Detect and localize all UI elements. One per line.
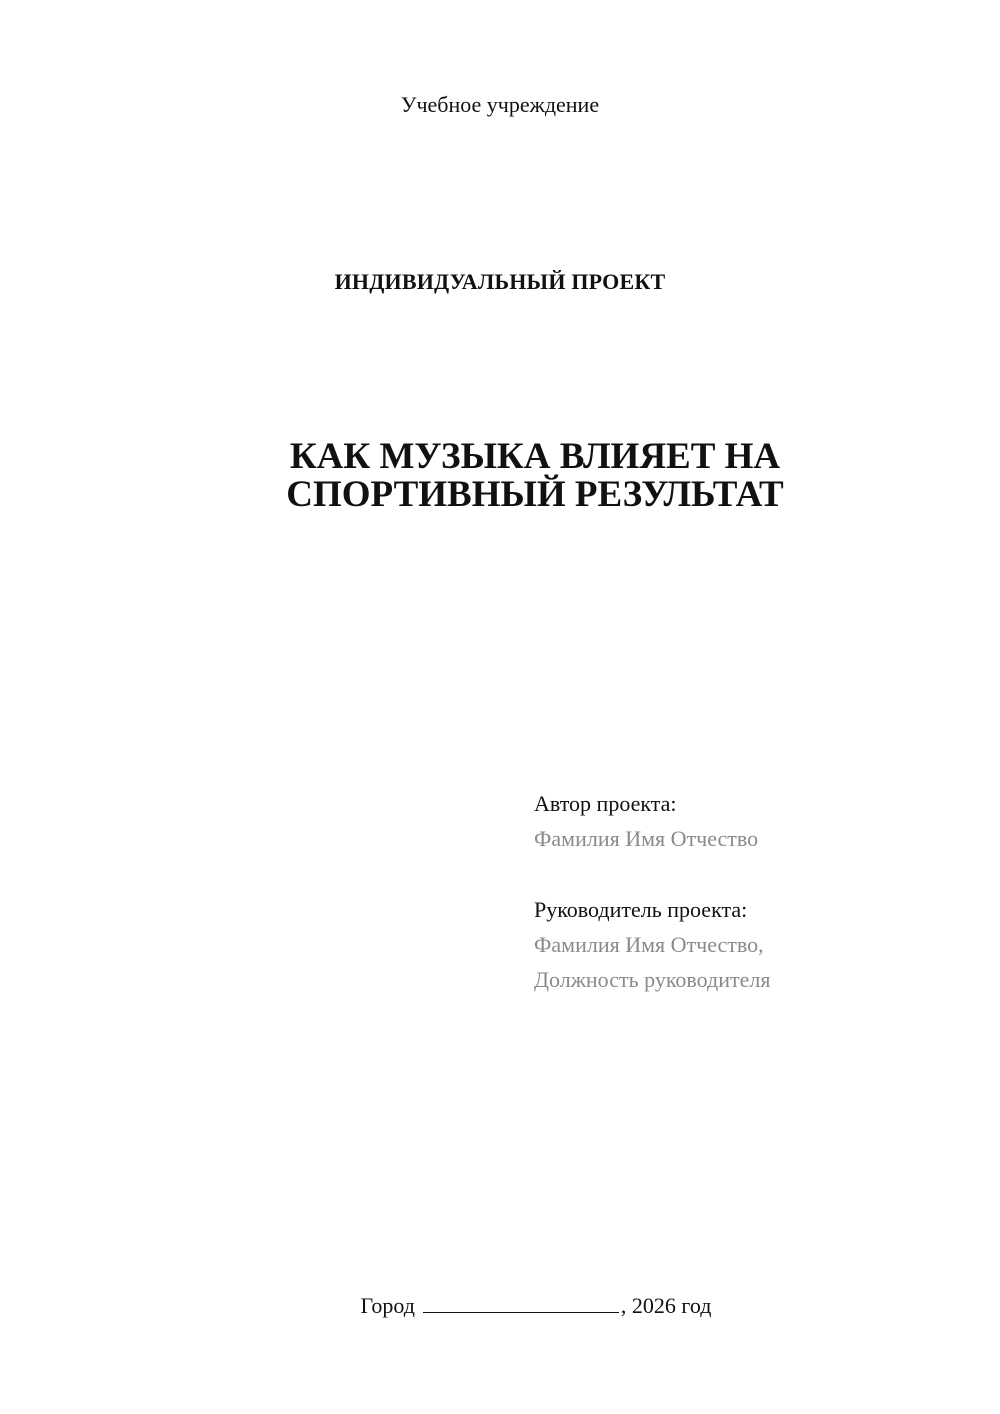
supervisor-position: Должность руководителя	[534, 967, 771, 992]
project-title	[0, 438, 1000, 514]
author-block	[534, 786, 974, 856]
supervisor-block	[534, 892, 974, 997]
year-text: , 2026 год	[620, 1293, 712, 1318]
institution-name: Учебное учреждение	[400, 92, 600, 117]
project-type-heading: ИНДИВИДУАЛЬНЫЙ ПРОЕКТ	[334, 269, 666, 294]
city-year-line	[0, 1290, 1000, 1321]
city-label: Город	[360, 1293, 415, 1318]
supervisor-label: Руководитель проекта:	[534, 897, 748, 922]
author-name: Фамилия Имя Отчество	[534, 826, 759, 851]
project-title-line-1: КАК МУЗЫКА ВЛИЯЕТ НА	[289, 436, 781, 477]
author-label: Автор проекта:	[534, 791, 677, 816]
city-blank-line	[423, 1290, 619, 1313]
project-title-line-2: СПОРТИВНЫЙ РЕЗУЛЬТАТ	[286, 474, 784, 515]
supervisor-name: Фамилия Имя Отчество,	[534, 932, 764, 957]
